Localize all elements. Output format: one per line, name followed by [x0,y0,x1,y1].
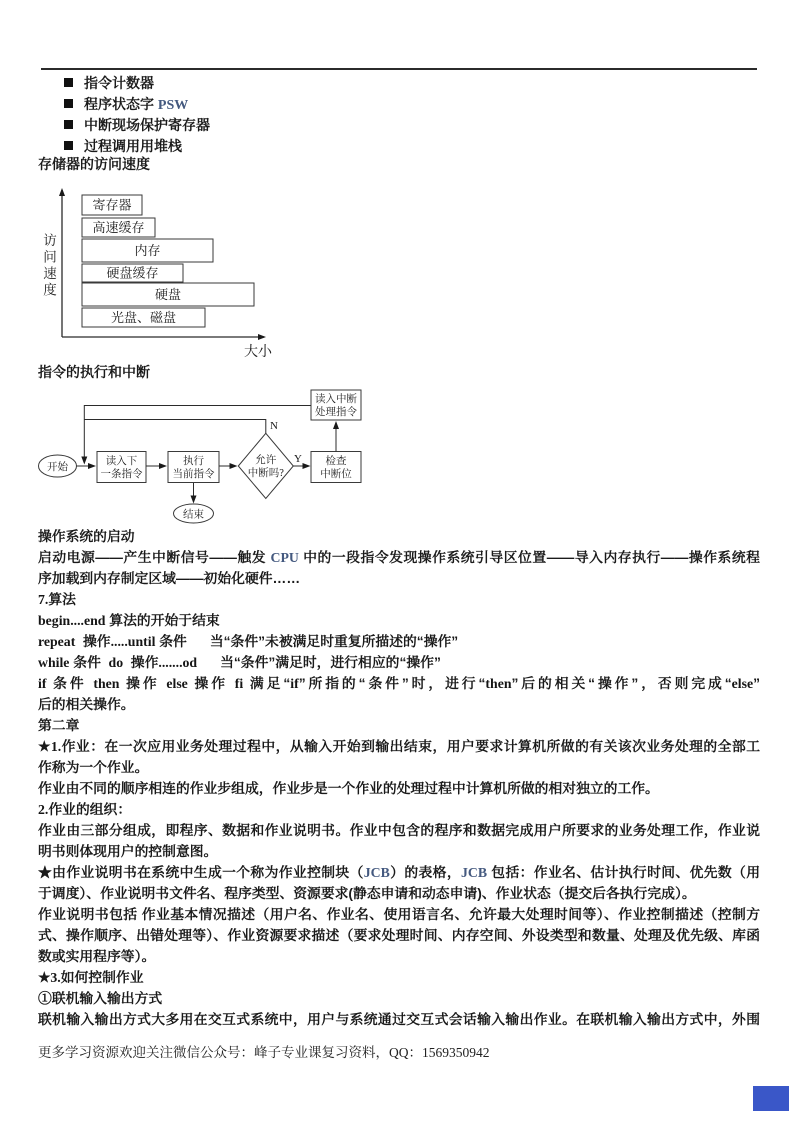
text-segment: 7. [38,592,49,607]
text-segment: 操作 [75,634,111,649]
level-label: 硬盘 [154,287,182,302]
text-segment: fi [234,676,244,691]
text-segment: ”后的相关“操作”，否则完成“ [511,676,732,691]
text-line [38,862,760,883]
text-segment: 操作系统的启动 [38,529,135,544]
text-segment: ★由作业说明书在系统中生成一个称为作业控制块（ [38,865,364,880]
start-label: 开始 [47,462,68,473]
text-line [38,778,760,799]
text-line [38,631,760,652]
x-axis-label: 大小 [244,345,272,360]
level-label: 寄存器 [92,197,132,213]
text-segment: ”所指的“条件”时，进行“ [298,676,486,691]
read-interrupt-label: 处理指令 [315,407,357,418]
list-item [64,135,210,156]
text-segment: 程序状态字 [84,95,158,112]
register-bullet-list [64,72,210,156]
square-bullet-icon [64,99,73,108]
text-segment: 3. [50,970,61,985]
list-item [64,72,210,93]
y-axis-label: 访问速度 [41,233,56,299]
read-interrupt-label: 读入中断 [315,394,357,405]
level-label: 光盘、磁盘 [110,310,177,325]
text-segment: 满足“ [243,676,291,691]
square-bullet-icon [64,141,73,150]
execute-label: 当前指令 [172,469,215,480]
text-segment: 条件 [69,655,109,670]
text-segment: .....until [110,634,156,649]
heading-job-control [38,967,760,988]
text-segment: begin....end [38,613,106,628]
text-line [38,1009,760,1030]
text-segment: 式、操作顺序、出错处理等）、作业资源要求描述（要求处理时间、内存空间、外设类型和数量、处理及优先级、库函 [38,928,760,943]
text-segment: CPU [270,550,299,565]
feedback-line-interrupt [84,406,311,463]
text-segment: 第二章 [38,718,80,733]
text-segment: while [38,655,70,670]
text-segment: 条件 [46,676,94,691]
text-segment: 2. [38,802,49,817]
instruction-flowchart [30,385,370,535]
text-line [38,652,760,673]
text-segment: then [93,676,120,691]
text-segment: then [485,676,512,691]
square-bullet-icon [64,78,73,87]
text-segment: 于调度）、作业说明书文件名、程序类型、资源要求(静态申请和动态申请)、作业状态（提交后各执行完成）。 [38,886,696,901]
text-segment: JCB [461,865,488,880]
text-segment: 算法 [48,592,76,607]
text-line [38,946,760,967]
list-item [64,114,210,135]
bullet-text [84,136,182,156]
execute-label: 执行 [183,456,204,467]
text-segment: 操作 [119,676,167,691]
text-segment: 明书则体现用户的控制意图。 [38,844,218,859]
text-segment: 包括：作业名、估计执行时间、优先数（用 [487,865,761,880]
text-segment: 后的相关操作。 [38,697,135,712]
text-segment: 操作 [187,676,235,691]
text-segment: 数或实用程序等）。 [38,949,156,964]
level-label: 硬盘缓存 [106,265,159,281]
text-segment: 作业：在一次应用业务处理过程中，从输入开始到输出结束，用户要求计算机所做的有关该次业务处理的全部工 [61,739,761,754]
level-label: 高速缓存 [92,220,145,235]
square-bullet-icon [64,120,73,129]
text-segment: ★ [38,739,51,754]
text-segment: 作业由三部分组成，即程序、数据和作业说明书。作业中包含的程序和数据完成用户所要求的业务处理工作，作业说 [38,823,760,838]
text-line [38,820,760,841]
text-line [38,841,760,862]
read-next-label: 一条指令 [100,469,143,480]
yes-label: Y [294,453,302,465]
bullet-text [84,73,154,93]
check-interrupt-label: 中断位 [320,469,352,480]
text-segment: if [290,676,299,691]
text-line [38,610,760,631]
bullet-text [84,94,188,114]
text-segment: 中的一段指令发现操作系统引导区位置——导入内存执行——操作系统程 [298,550,760,565]
list-item [64,93,210,114]
text-segment: JCB [363,865,390,880]
text-segment: ★ [38,970,51,985]
heading-online-io [38,988,760,1009]
decision-label: 允许 [255,455,277,466]
text-segment: 作业由不同的顺序相连的作业步组成，作业步是一个作业的处理过程中计算机所做的相对独立的工作。 [38,781,659,796]
footer-watermark: 更多学习资源欢迎关注微信公众号：峰子专业课复习资料，QQ：1569350942 [38,1045,490,1060]
text-segment: repeat [38,634,76,649]
heading-chapter-2 [38,715,760,736]
end-label: 结束 [183,509,204,521]
text-line [38,547,760,568]
text-segment: 作业说明书包括 作业基本情况描述（用户名、作业名、使用语言名、允许最大处理时间等）、作业控制描述（控制方 [38,907,760,922]
corner-badge [753,1086,789,1111]
text-line [38,883,760,904]
text-segment: .......od [158,655,198,670]
heading-algorithm [38,589,760,610]
feedback-line-no [84,420,265,434]
heading-instruction-execution: 指令的执行和中断 [38,364,150,380]
text-segment: 作业的组织： [48,802,132,817]
text-line [38,673,760,694]
text-segment: 条件 当“条件”未被满足时重复所描述的“操作” [155,634,459,649]
text-segment: 中断现场保护寄存器 [84,116,210,133]
text-line [38,694,760,715]
text-line [38,904,760,925]
text-segment: 作称为一个作业。 [38,760,149,775]
top-rule [41,68,757,70]
text-segment: do [108,655,124,670]
text-segment: ” [753,676,761,691]
text-line [38,925,760,946]
text-segment: 联机输入输出方式大多用在交互式系统中，用户与系统通过交互式会话输入输出作业。在联机输入输出方式中，外围 [38,1012,760,1027]
heading-os-boot [38,526,760,547]
text-segment: PSW [157,97,189,113]
text-segment: else [731,676,754,691]
body-text [38,526,760,1030]
text-segment: 当“条件”满足时，进行相应的“操作” [197,655,441,670]
text-line [38,757,760,778]
text-segment: 1. [50,739,62,754]
text-segment: 操作 [123,655,159,670]
check-interrupt-label: 检查 [325,456,347,467]
text-segment: 启动电源——产生中断信号——触发 [38,550,271,565]
text-segment: else [166,676,188,691]
bullet-text [84,115,210,135]
text-line [38,568,760,589]
text-segment: 指令计数器 [84,74,154,91]
memory-hierarchy-diagram [30,180,360,365]
heading-memory-access-speed: 存储器的访问速度 [38,156,150,172]
no-label: N [270,420,278,432]
text-segment: 序加载到内存制定区域——初始化硬件…… [38,571,301,586]
level-label: 内存 [134,243,161,258]
text-segment: 如何控制作业 [60,970,144,985]
text-line [38,736,760,757]
text-segment: ）的表格， [389,865,462,880]
heading-job-organization [38,799,760,820]
text-segment: 过程调用用堆栈 [84,137,182,154]
decision-label: 中断吗? [247,468,284,479]
text-segment: ①联机输入输出方式 [38,991,163,1006]
read-next-label: 读入下 [105,456,138,467]
text-segment: if [38,676,47,691]
text-segment: 算法的开始于结束 [105,613,220,628]
